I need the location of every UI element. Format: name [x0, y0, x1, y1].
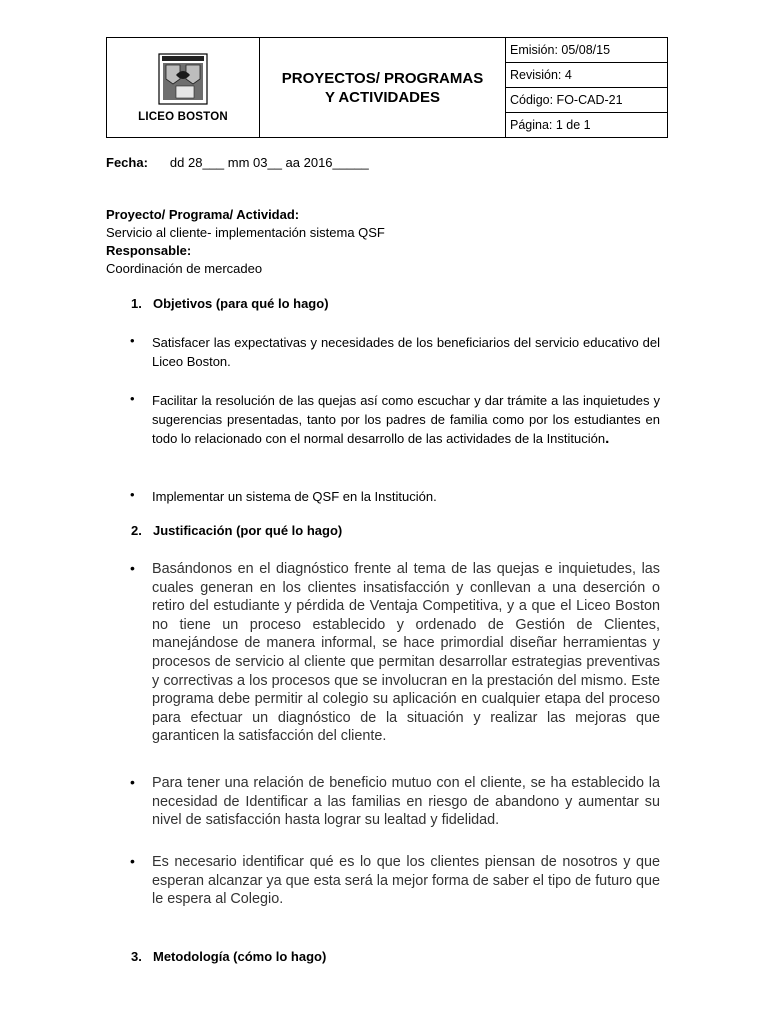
section-title: Metodología (cómo lo hago): [153, 949, 327, 964]
list-item: [130, 333, 660, 371]
project-label: Proyecto/ Programa/ Actividad:: [106, 207, 300, 222]
section-number: 2.: [131, 523, 142, 538]
bullet-icon: •: [130, 333, 135, 348]
bullet-icon: •: [130, 853, 135, 869]
project-value: Servicio al cliente- implementación sistema QSF: [106, 225, 385, 240]
date-value: dd 28___ mm 03__ aa 2016_____: [169, 155, 369, 170]
list-item: [130, 853, 660, 909]
section-number: 1.: [131, 296, 142, 311]
emission-date: Emisión: 05/08/15: [506, 38, 668, 63]
page-number: Página: 1 de 1: [506, 113, 668, 138]
document-header: [106, 37, 668, 138]
date-label: Fecha:: [106, 155, 148, 170]
list-item: [130, 774, 660, 830]
list-item: [130, 487, 660, 506]
document-title: [260, 38, 506, 138]
logo-cell: [107, 38, 260, 138]
bullet-icon: •: [130, 560, 135, 576]
list-item: [130, 391, 660, 448]
list-item-text: Es necesario identificar qué es lo que los clientes piensan de nosotros y que esperan alcanzar ya que esta será la mejor forma de saber el tipo de futuro que le espera al Colegio.: [152, 854, 660, 908]
section-justification-heading: [131, 523, 342, 538]
responsible-label: Responsable:: [106, 243, 192, 258]
title-line-1: PROYECTOS/ PROGRAMAS: [281, 69, 484, 87]
list-item: [130, 560, 660, 746]
responsible-value: Coordinación de mercadeo: [106, 261, 263, 276]
school-crest-icon: [158, 53, 208, 105]
section-methodology-heading: [131, 949, 326, 964]
title-line-2: Y ACTIVIDADES: [324, 88, 441, 106]
revision-number: Revisión: 4: [506, 63, 668, 88]
bullet-icon: •: [130, 774, 135, 790]
list-item-text: [152, 391, 660, 448]
list-item-text: Basándonos en el diagnóstico frente al tema de las quejas e inquietudes, las cuales generan en los clientes insatisfacción y conllevan a una deserción o retiro del estudiante y pérdida de Ventaja Competitiva, y a que el Liceo Boston no tiene un proceso establecido y ordenado de Gestión de Clientes, manejándose de manera informal, se hace primordial diseñar herramientas y procesos de servicio al cliente que permitan desarrollar estrategias preventivas y correctivas a los procesos que se involucran en la prestación del mismo. Este programa debe permitir al colegio su aplicación en cualquier etapa del proceso para efectuar un diagnóstico de la situación y realizar las mejoras que garanticen la satisfacción del cliente.: [152, 561, 660, 745]
section-title: Objetivos (para qué lo hago): [153, 296, 329, 311]
list-item-text-body: Facilitar la resolución de las quejas así como escuchar y dar trámite a las inquietudes y sugerencias presentadas, tanto por los padres de familia como por los estudiantes en todo lo relacionado con el normal desarrollo de las actividades de la Institución: [152, 393, 660, 446]
document-code: Código: FO-CAD-21: [506, 88, 668, 113]
list-item-text: Implementar un sistema de QSF en la Institución.: [152, 489, 437, 504]
list-item-period: .: [605, 430, 610, 447]
list-item-text: Para tener una relación de beneficio mutuo con el cliente, se ha establecido la necesidad de Identificar a las familias en riesgo de abandono y aumentar su nivel de satisfacción hasta lograr su lealtad y fidelidad.: [152, 775, 660, 829]
section-number: 3.: [131, 949, 142, 964]
section-objectives-heading: [131, 296, 329, 311]
school-name: LICEO BOSTON: [138, 110, 228, 123]
bullet-icon: •: [130, 391, 135, 406]
list-item-text: Satisfacer las expectativas y necesidades de los beneficiarios del servicio educativo del Liceo Boston.: [152, 335, 660, 369]
bullet-icon: •: [130, 487, 135, 502]
date-line: [106, 155, 369, 170]
section-title: Justificación (por qué lo hago): [153, 523, 343, 538]
